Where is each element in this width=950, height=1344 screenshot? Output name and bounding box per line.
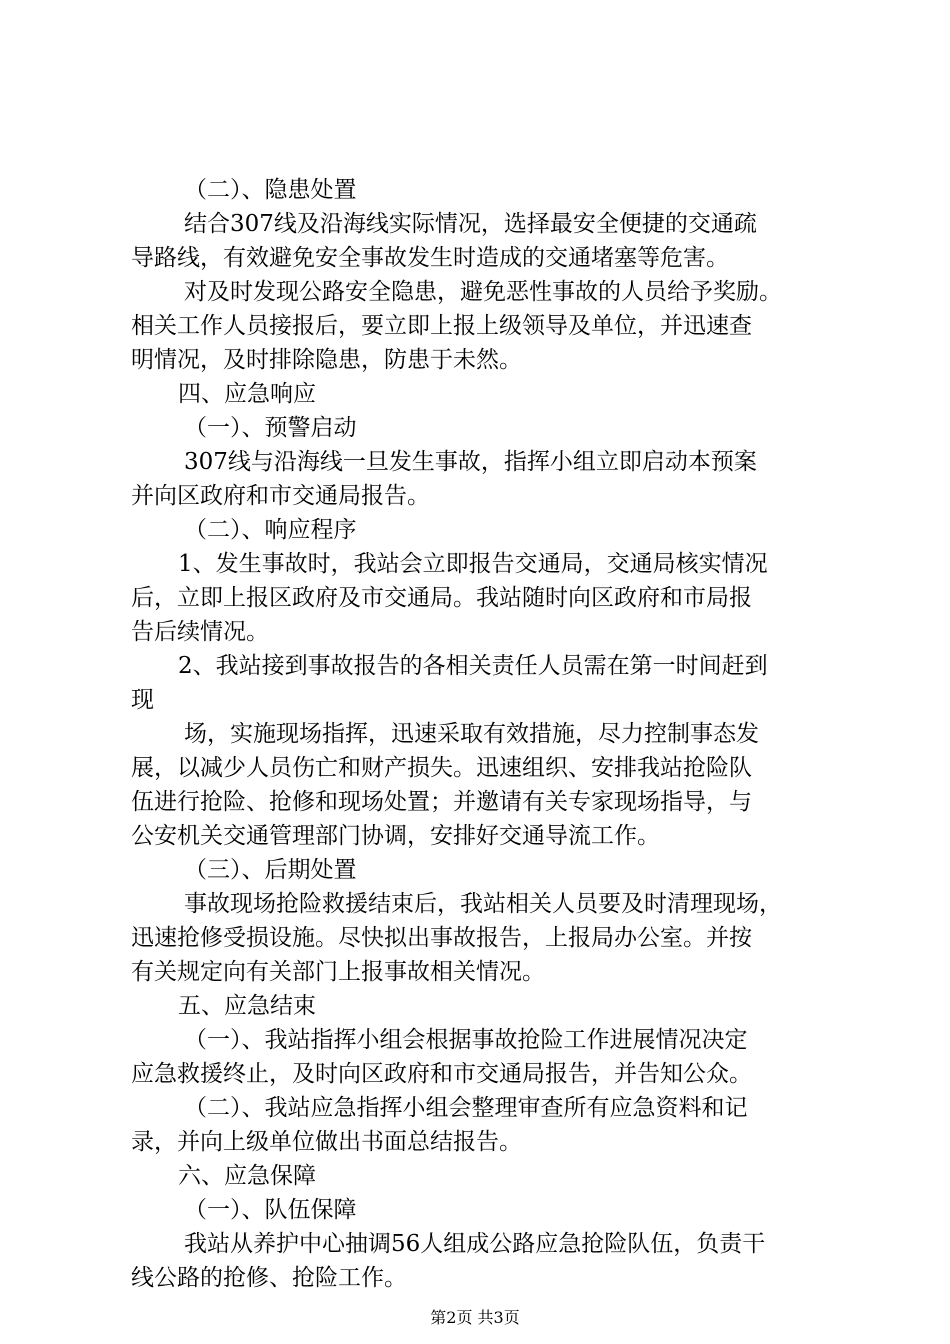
section-heading-emergency-end: 五、应急结束	[178, 993, 316, 1019]
heading-response-procedure: （二）、响应程序	[184, 517, 357, 543]
paragraph-line: 现	[131, 687, 154, 713]
paragraph-line: 线公路的抢修、抢险工作。	[131, 1265, 407, 1291]
paragraph-line: 明情况，及时排除隐患，防患于未然。	[131, 347, 522, 373]
paragraph-line: 我站从养护中心抽调56人组成公路应急抢险队伍，负责干	[184, 1231, 766, 1257]
paragraph-line: 场，实施现场指挥，迅速采取有效措施，尽力控制事态发	[184, 721, 759, 747]
heading-aftermath-handling: （三）、后期处置	[184, 857, 357, 883]
paragraph-line: 307线与沿海线一旦发生事故，指挥小组立即启动本预案	[184, 449, 757, 475]
paragraph-line: 迅速抢修受损设施。尽快拟出事故报告，上报局办公室。并按	[131, 925, 752, 951]
heading-warning-start: （一）、预警启动	[184, 415, 357, 441]
paragraph-line: 公安机关交通管理部门协调，安排好交通导流工作。	[131, 823, 660, 849]
paragraph-line: 告后续情况。	[131, 619, 269, 645]
paragraph-line: （一）、我站指挥小组会根据事故抢险工作进展情况决定	[184, 1027, 748, 1053]
paragraph-line: 有关规定向有关部门上报事故相关情况。	[131, 959, 545, 985]
paragraph-line: 后，立即上报区政府及市交通局。我站随时向区政府和市局报	[131, 585, 752, 611]
paragraph-line: 结合307线及沿海线实际情况，选择最安全便捷的交通疏	[184, 211, 757, 237]
page-footer: 第2页 共3页	[430, 1308, 520, 1327]
section-heading-emergency-response: 四、应急响应	[178, 381, 316, 407]
paragraph-line: 对及时发现公路安全隐患，避免恶性事故的人员给予奖励。	[184, 279, 782, 305]
paragraph-line: 应急救援终止，及时向区政府和市交通局报告，并告知公众。	[131, 1061, 752, 1087]
paragraph-line: 并向区政府和市交通局报告。	[131, 483, 430, 509]
paragraph-line: 导路线，有效避免安全事故发生时造成的交通堵塞等危害。	[131, 245, 729, 271]
paragraph-line: 2、我站接到事故报告的各相关责任人员需在第一时间赶到	[178, 653, 768, 679]
paragraph-line: 事故现场抢险救援结束后，我站相关人员要及时清理现场，	[184, 891, 782, 917]
paragraph-line: 相关工作人员接报后，要立即上报上级领导及单位，并迅速查	[131, 313, 752, 339]
heading-hazard-handling: （二）、隐患处置	[184, 177, 357, 203]
paragraph-line: 1、发生事故时，我站会立即报告交通局，交通局核实情况	[178, 551, 768, 577]
paragraph-line: 录，并向上级单位做出书面总结报告。	[131, 1129, 522, 1155]
section-heading-emergency-support: 六、应急保障	[178, 1163, 316, 1189]
paragraph-line: （二）、我站应急指挥小组会整理审查所有应急资料和记	[184, 1095, 748, 1121]
paragraph-line: 伍进行抢险、抢修和现场处置；并邀请有关专家现场指导，与	[131, 789, 752, 815]
paragraph-line: 展，以减少人员伤亡和财产损失。迅速组织、安排我站抢险队	[131, 755, 752, 781]
heading-team-support: （一）、队伍保障	[184, 1197, 357, 1223]
